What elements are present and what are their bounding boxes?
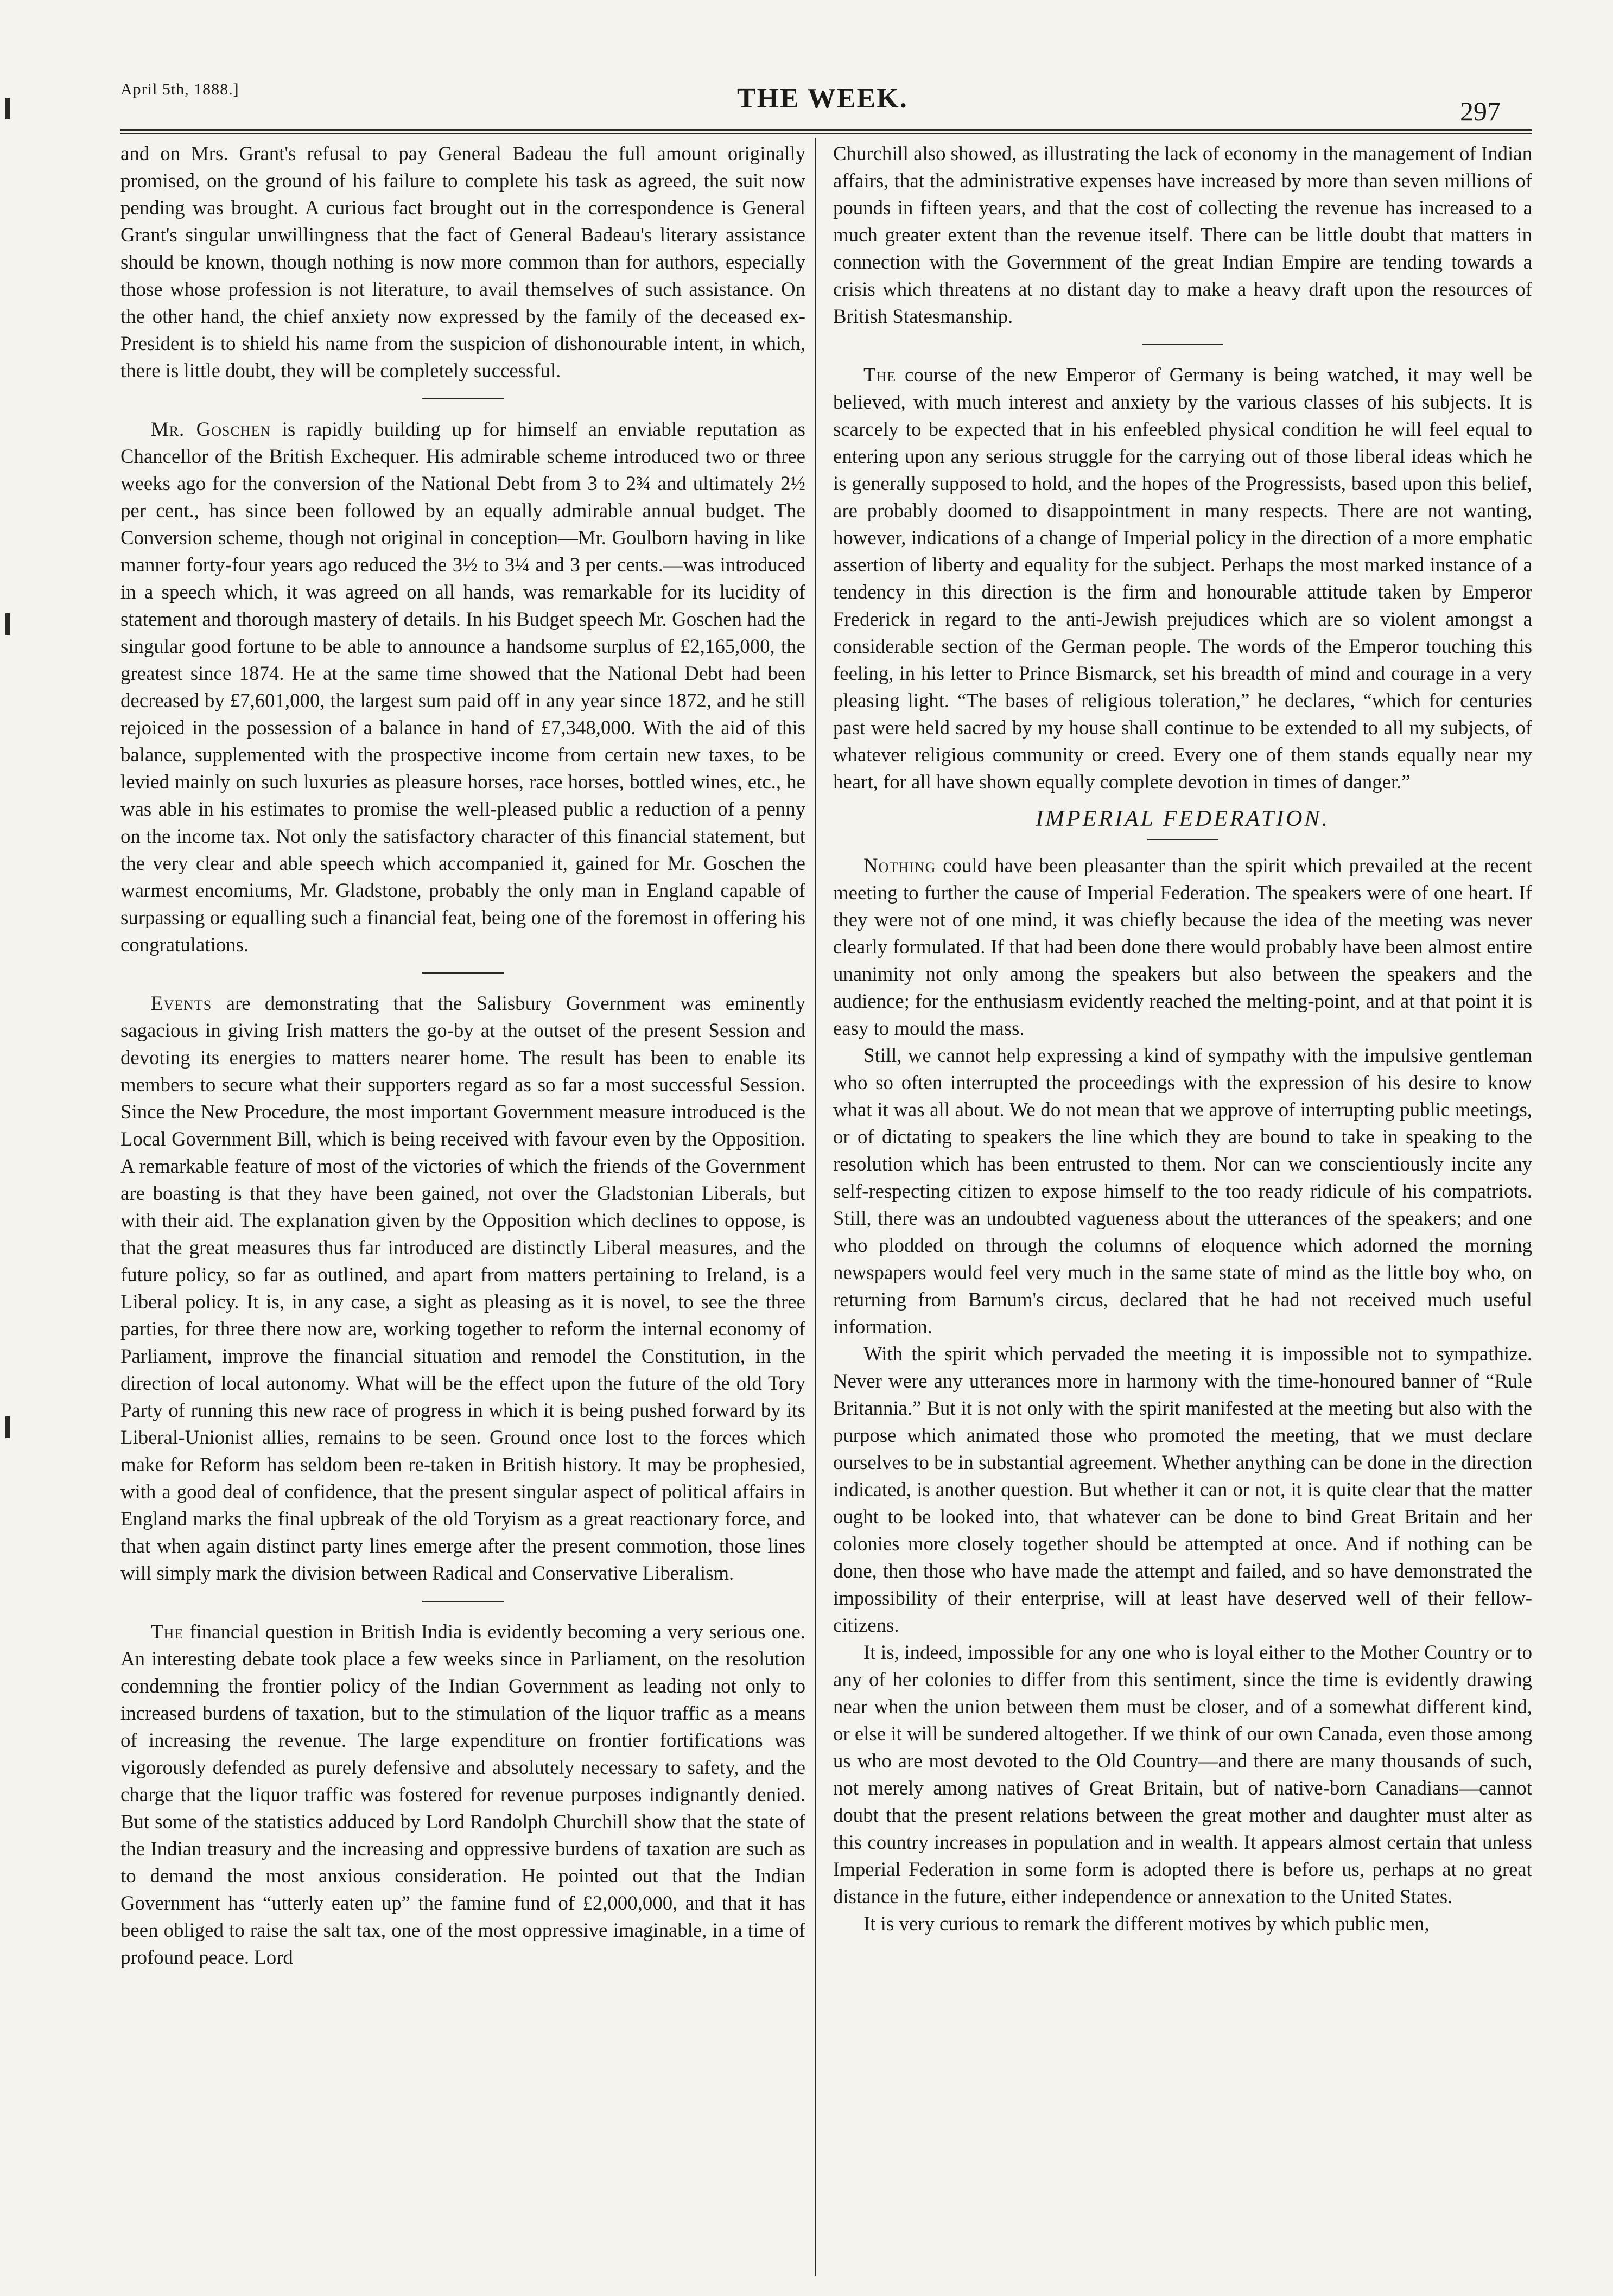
header-rule-thin [120, 133, 1532, 134]
paragraph-separator [422, 972, 504, 974]
left-column [120, 140, 805, 1971]
paragraph-text: is rapidly building up for himself an enviable reputation as Chancellor of the British Exchequer. His admirable scheme introduced two or three weeks ago for the conversion of the National Debt from 3 to 2¾ and ultimately 2½ per cent., has since been followed by an equally admirable annual budget. The Conversion scheme, though not original in conception—Mr. Goulborn having in like manner forty-four years ago reduced the 3½ to 3¼ and 3 per cents.—was introduced in a speech which, it was agreed on all hands, was remarkable for its lucidity of statement and thorough mastery of details. In his Budget speech Mr. Goschen had the singular good fortune to be able to announce a handsome surplus of £2,165,000, the greatest since 1874. He at the same time showed that the National Debt had been decreased by £7,601,000, the largest sum paid off in any year since 1872, and he still rejoiced in the possession of a balance in hand of £7,348,000. With the aid of this balance, supplemented with the prospective income from certain new taxes, to be levied mainly on such luxuries as pleasure horses, race horses, bottled wines, etc., he was able in his estimates to promise the well-pleased public a reduction of a penny on the income tax. Not only the satisfactory character of this financial statement, but the very clear and able speech which accompanied it, gained for Mr. Goschen the warmest encomiums, Mr. Gladstone, probably the only man in England capable of surpassing or equalling such a financial feat, being one of the foremost in offering his congratulations. [120, 418, 805, 956]
paragraph-spirit: With the spirit which pervaded the meeting it is impossible not to sympathize. Never were any utterances more in harmony with the time-honoured banner of “Rule Britannia.” But it is not only with the spirit manifested at the meeting but also with the purpose which animated those who promoted the meeting, that we must declare ourselves to be in substantial agreement. Whether anything can be done in the direction indicated, is another question. But whether it can or not, it is quite clear that the matter ought to be looked into, that whatever can be done to bind Great Britain and her colonies more closely together should be attempted at once. And if nothing can be done, then those who have made the attempt and failed, and so have demonstrated the impossibility of their enterprise, will at least have deserved well of their fellow-citizens. [833, 1343, 1532, 1636]
scan-edge-mark [5, 1416, 10, 1438]
lead-words: The [863, 364, 897, 386]
paragraph-separator [422, 1601, 504, 1602]
paragraph-meeting [833, 852, 1532, 1042]
paragraph-separator [422, 398, 504, 399]
paragraph-salisbury [120, 990, 805, 1587]
publication-title: THE WEEK. [737, 83, 908, 114]
page-number: 297 [1460, 96, 1501, 126]
paragraph-separator [1142, 344, 1223, 345]
column-divider [815, 138, 816, 2276]
paragraph-text: could have been pleasanter than the spirit which prevailed at the recent meeting to further the cause of Imperial Federation. The speakers were of one heart. If they were not of one mind, it was chiefly because the idea of the meeting was never clearly formulated. If that had been done there would probably have been almost entire unanimity not only among the speakers but also between the speakers and the audience; for the enthusiasm evidently reached the melting-point, and at that point it is easy to mould the mass. [833, 854, 1532, 1039]
paragraph-churchill: Churchill also showed, as illustrating the lack of economy in the management of Indian affairs, that the administrative expenses have increased by more than seven millions of pounds in fifteen years, and that the cost of collecting the revenue has increased to a much greater extent than the revenue itself. There can be little doubt that matters in connection with the Government of the great Indian Empire are tending towards a crisis which threatens at no distant day to make a heavy draft upon the resources of British Statesmanship. [833, 142, 1532, 327]
right-column [833, 140, 1532, 1937]
paragraph-text: financial question in British India is evidently becoming a very serious one. An interesting debate took place a few weeks since in Parliament, on the resolution condemning the frontier policy of the Indian Government as leading not only to increased burdens of taxation, but to the stimulation of the liquor traffic as a means of increasing the revenue. The large expenditure on frontier fortifications was vigorously defended as purely defensive and absolutely necessary to safety, and the charge that the liquor traffic was fostered for revenue purposes indignantly denied. But some of the statistics adduced by Lord Randolph Churchill show that the state of the Indian treasury and the increasing and oppressive burdens of taxation are such as to demand the most anxious consideration. He pointed out that the Indian Government has “utterly eaten up” the famine fund of £2,000,000, and that it has been obliged to raise the salt tax, one of the most oppressive imaginable, in a time of profound peace. Lord [120, 1620, 805, 1968]
paragraph-sympathy: Still, we cannot help expressing a kind of sympathy with the impulsive gentleman who so often interrupted the proceedings with the expression of his desire to know what it was all about. We do not mean that we approve of interrupting public meetings, or of dictating to speakers the line which they are bound to take in speaking to the resolution which has been entrusted to them. Nor can we conscientiously incite any self-respecting citizen to expose himself to the too ready ridicule of his compatriots. Still, there was an undoubted vagueness about the utterances of the speakers; and one who plodded on through the columns of eloquence which adorned the morning newspapers would feel very much in the same state of mind as the little boy who, on returning from Barnum's circus, declared that he had not received much useful information. [833, 1044, 1532, 1338]
paragraph-text: are demonstrating that the Salisbury Government was eminently sagacious in giving Irish matters the go-by at the outset of the present Session and devoting its energies to matters nearer home. The result has been to enable its members to secure what their supporters regard as so far a most successful Session. Since the New Procedure, the most important Government measure introduced is the Local Government Bill, which is being received with favour even by the Opposition. A remarkable feature of most of the victories of which the friends of the Government are boasting is that they have been gained, not over the Gladstonian Liberals, but with their aid. The explanation given by the Opposition which declines to oppose, is that the great measures thus far introduced are distinctly Liberal measures, and the future policy, so far as outlined, and apart from matters pertaining to Ireland, is a Liberal policy. It is, in any case, a sight as pleasing as it is novel, to see the three parties, for three there now are, working together to reform the internal economy of Parliament, improve the financial situation and remodel the Constitution, in the direction of local autonomy. What will be the effect upon the future of the old Tory Party of running this new race of progress in which it is being pushed forward by its Liberal-Unionist allies, remains to be seen. Ground once lost to the forces which make for Reform has seldom been re-taken in British history. It may be prophesied, with a good deal of confidence, that the present singular aspect of political affairs in England marks the final upbreak of the old Toryism as a great reactionary force, and that when again distinct party lines emerge after the present commotion, those lines will simply mark the division between Radical and Conservative Liberalism. [120, 992, 805, 1584]
paragraph-goschen [120, 416, 805, 958]
lead-words: Mr. Goschen [151, 418, 271, 440]
header-rule [120, 129, 1532, 131]
lead-words: Events [151, 992, 212, 1014]
paragraph-india [120, 1618, 805, 1971]
paragraph-emperor [833, 361, 1532, 796]
scan-edge-mark [5, 613, 10, 635]
paragraph-badeau: and on Mrs. Grant's refusal to pay General Badeau the full amount originally promised, on the ground of his failure to complete his task as agreed, the suit now pending was brought. A curious fact brought out in the correspondence is General Grant's singular unwillingness that the fact of General Badeau's literary assistance should be known, though nothing is now more common than for authors, especially those whose profession is not literature, to avail themselves of such assistance. On the other hand, the chief anxiety now expressed by the family of the deceased ex-President is to shield his name from the suspicion of dishonourable intent, in which, there is little doubt, they will be completely successful. [120, 142, 805, 381]
paragraph-loyalty: It is, indeed, impossible for any one who is loyal either to the Mother Country or to any of her colonies to differ from this sentiment, since the time is evidently drawing near when the union between them must be closer, and of a somewhat different kind, or else it will be sundered altogether. If we think of our own Canada, even those among us who are most devoted to the Old Country—and there are many thousands of such, not merely among natives of Great Britain, but of native-born Canadians—cannot doubt that the present relations between the great mother and daughter must alter as this country increases in population and in wealth. It appears almost certain that unless Imperial Federation in some form is adopted there is before us, perhaps at no great distance in the future, either independence or annexation to the United States. [833, 1641, 1532, 1907]
lead-words: The [151, 1620, 184, 1643]
issue-date: April 5th, 1888.] [120, 80, 239, 98]
scan-edge-mark [5, 98, 10, 119]
lead-words: Nothing [863, 854, 936, 876]
section-heading: IMPERIAL FEDERATION. [1036, 806, 1330, 831]
paragraph-text: course of the new Emperor of Germany is being watched, it may well be believed, with much interest and anxiety by the various classes of his subjects. It is scarcely to be expected that in his enfeebled physical condition he will feel equal to entering upon any serious struggle for the carrying out of those liberal ideas which he is generally supposed to hold, and the hopes of the Progressists, based upon this belief, are probably doomed to disappointment in many respects. There are not wanting, however, indications of a change of Imperial policy in the direction of a more emphatic assertion of liberty and equality for the subject. Perhaps the most marked instance of a tendency in this direction is the firm and honourable attitude taken by Emperor Frederick in regard to the anti-Jewish prejudices which are so violent amongst a considerable section of the German people. The words of the Emperor touching this feeling, in his letter to Prince Bismarck, set his breadth of mind and courage in a very pleasing light. “The bases of religious toleration,” he declares, “which for centuries past were held sacred by my house shall continue to be extended to all my subjects, of whatever religious community or creed. Every one of them stands equally near my heart, for all have shown equally complete devotion in times of danger.” [833, 364, 1532, 793]
heading-rule [1147, 839, 1218, 840]
paragraph-motives: It is very curious to remark the different motives by which public men, [863, 1912, 1430, 1935]
